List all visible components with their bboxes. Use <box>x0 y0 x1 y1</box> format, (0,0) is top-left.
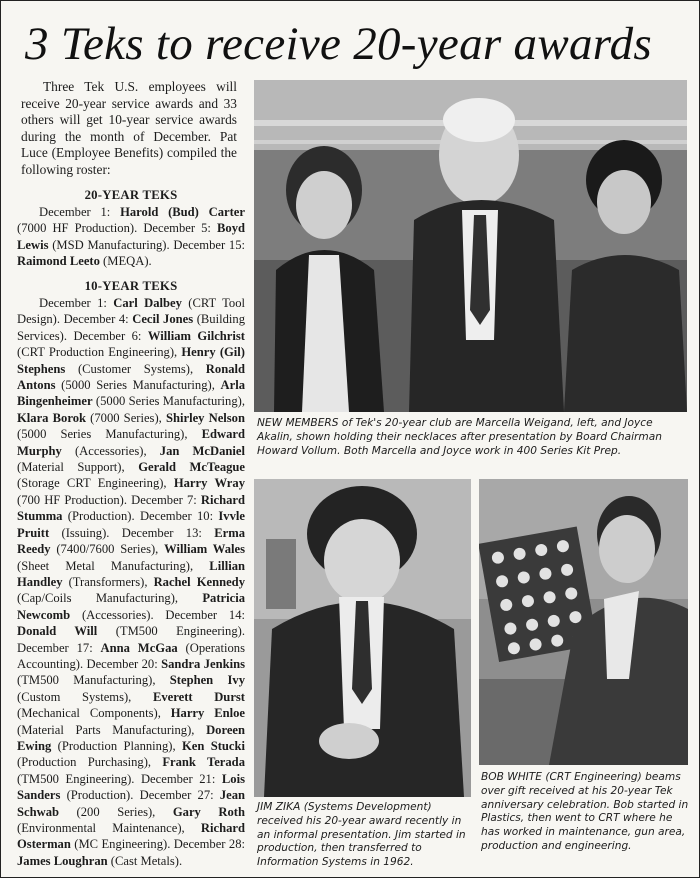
roster-name: Lillian Handley <box>17 558 245 589</box>
jim-zika-photo <box>254 479 471 797</box>
roster-date: December 4: <box>63 312 133 327</box>
roster-name: Ivvle Pruitt <box>17 509 245 540</box>
article-column <box>17 79 245 869</box>
roster-name: Richard Stumma <box>17 492 245 524</box>
caption-lead: BOB WHITE <box>481 771 542 783</box>
roster-date: December 21: <box>140 771 222 786</box>
twenty-year-heading: 20-YEAR TEKS <box>84 187 178 202</box>
roster-name: William Gilchrist <box>147 328 245 343</box>
roster-date: December 15: <box>173 237 245 252</box>
ten-year-roster <box>17 295 245 869</box>
roster-name: Edward Murphy <box>17 427 245 458</box>
roster-department: (Transformers), <box>62 574 154 589</box>
roster-date: December 5: <box>143 221 217 236</box>
jim-zika-caption <box>257 801 473 870</box>
headline: 3 Teks to receive 20-year awards <box>25 18 653 70</box>
roster-name: Carl Dalbey <box>113 296 182 310</box>
roster-department: (TM500 Engineering). <box>97 624 245 639</box>
roster-department: (5000 Series Manufacturing), <box>92 394 245 409</box>
group-photo <box>254 80 687 412</box>
roster-department: (7000 HF Production). <box>17 221 144 236</box>
roster-department: (Production Planning), <box>51 738 182 753</box>
roster-name: Shirley Nelson <box>165 410 245 425</box>
roster-name: Jean Schwab <box>17 788 245 819</box>
roster-name: Harry Wray <box>173 476 245 491</box>
roster-date: December 20: <box>86 656 162 671</box>
caption-lead: NEW MEMBERS <box>257 417 339 429</box>
roster-date: December 6: <box>73 328 148 343</box>
roster-department: (700 HF Production). <box>17 492 132 507</box>
roster-department: (TM500 Engineering). <box>17 771 141 786</box>
roster-name: Raimond Leeto <box>17 254 100 269</box>
roster-department: (Sheet Metal Manufacturing), <box>17 558 210 573</box>
roster-department: (Production Purchasing), <box>17 755 163 770</box>
caption-text: of Tek's 20-year club are Marcella Weigand, left, and Joyce Akalin, shown holding their necklaces after presentation by Board Chairman Howard Vollum. Both Marcella and Joyce work in 400 Series Kit Prep. <box>257 417 662 457</box>
roster-name: James Loughran <box>17 853 108 868</box>
roster-name: Cecil Jones <box>132 312 194 327</box>
roster-department: (TM500 Manufacturing), <box>17 673 170 688</box>
roster-date: December 10: <box>139 509 219 524</box>
roster-department: (Customer Systems), <box>65 361 206 376</box>
roster-name: Jan McDaniel <box>159 443 245 458</box>
roster-date: December 17: <box>17 640 101 655</box>
roster-department: (Production). <box>60 788 140 803</box>
roster-department: (200 Series), <box>59 804 173 819</box>
roster-name: Doreen Ewing <box>17 722 245 753</box>
roster-date: December 14: <box>165 607 245 622</box>
roster-name: Henry (Gil) Stephens <box>17 345 246 376</box>
roster-department: (Cast Metals). <box>107 853 183 868</box>
roster-department: (Issuing). <box>49 525 122 540</box>
roster-name: Klara Borok <box>17 410 86 425</box>
bob-white-photo <box>479 479 688 765</box>
roster-department: (Cap/Coils Manufacturing), <box>17 591 203 606</box>
roster-department: (Building Services). <box>17 312 245 343</box>
roster-name: Sandra Jenkins <box>161 656 245 671</box>
roster-date: December 13: <box>121 525 215 540</box>
roster-name: Ken Stucki <box>181 738 245 753</box>
roster-name: Boyd Lewis <box>17 221 245 252</box>
twenty-year-roster <box>17 204 245 270</box>
roster-date: December 28: <box>173 837 245 852</box>
roster-department: (Custom Systems), <box>17 689 153 704</box>
group-photo-caption <box>257 417 687 458</box>
roster-name: Arla Bingenheimer <box>17 378 245 409</box>
roster-department: (MEQA). <box>99 254 152 269</box>
roster-date: December 1: <box>39 204 121 219</box>
caption-lead: JIM ZIKA <box>257 801 301 813</box>
roster-department: (5000 Series Manufacturing), <box>17 427 202 442</box>
roster-date: December 27: <box>139 788 220 803</box>
roster-department: (5000 Series Manufacturing), <box>55 378 221 393</box>
roster-department: (Production). <box>62 509 140 524</box>
roster-department: (Material Support), <box>17 460 139 475</box>
roster-department: (Mechanical Components), <box>17 706 171 721</box>
roster-name: Ronald Antons <box>17 361 245 393</box>
roster-department: (Accessories). <box>70 607 166 622</box>
ten-year-heading: 10-YEAR TEKS <box>84 278 178 293</box>
roster-department: (7400/7600 Series), <box>50 542 165 557</box>
roster-name: Lois Sanders <box>17 771 245 803</box>
roster-name: Harold (Bud) Carter <box>120 204 245 219</box>
roster-name: Stephen Ivy <box>169 673 245 688</box>
caption-text: (Systems Development) received his 20-year award recently in an informal presentation. Jim started in production, then transferred to Information Systems in 1962. <box>257 801 466 869</box>
roster-department: (Storage CRT Engineering), <box>17 476 174 491</box>
intro-paragraph: Three Tek U.S. employees will receive 20-year service awards and 33 others will get 10-year service awards during the month of December. Pat Luce (Employee Benefits) compiled the following roster: <box>21 79 237 177</box>
roster-name: Gerald McTeague <box>138 460 246 475</box>
roster-department: (Material Parts Manufacturing), <box>17 722 207 737</box>
roster-name: Donald Will <box>17 624 98 639</box>
roster-name: Richard Osterman <box>17 821 245 852</box>
roster-department: (7000 Series), <box>86 410 166 425</box>
roster-name: Erma Reedy <box>17 525 245 557</box>
caption-text: (CRT Engineering) beams over gift received at his 20-year Tek anniversary celebration. Bob started in Plastics, then went to CRT where he has worked in maintenance, gun area, production and engineering. <box>481 771 689 852</box>
roster-department: (Accessories), <box>61 443 160 458</box>
roster-department: (Environmental Maintenance), <box>17 821 201 835</box>
roster-department: (Operations Accounting). <box>17 640 245 671</box>
roster-name: Anna McGaa <box>100 640 178 655</box>
roster-department: (CRT Production Engineering), <box>17 345 182 360</box>
roster-name: Everett Durst <box>152 689 246 704</box>
roster-name: Rachel Kennedy <box>153 574 245 589</box>
roster-name: Gary Roth <box>172 804 245 819</box>
roster-department: (MC Engineering). <box>70 837 174 852</box>
roster-name: Harry Enloe <box>170 706 245 721</box>
roster-date: December 7: <box>131 492 201 507</box>
bob-white-caption <box>481 771 689 854</box>
roster-date: December 1: <box>39 296 114 310</box>
roster-department: (CRT Tool Design). <box>17 296 245 327</box>
roster-name: Frank Terada <box>162 755 245 770</box>
roster-department: (MSD Manufacturing). <box>48 237 174 252</box>
roster-name: William Wales <box>164 542 245 557</box>
roster-name: Patricia Newcomb <box>17 591 245 622</box>
